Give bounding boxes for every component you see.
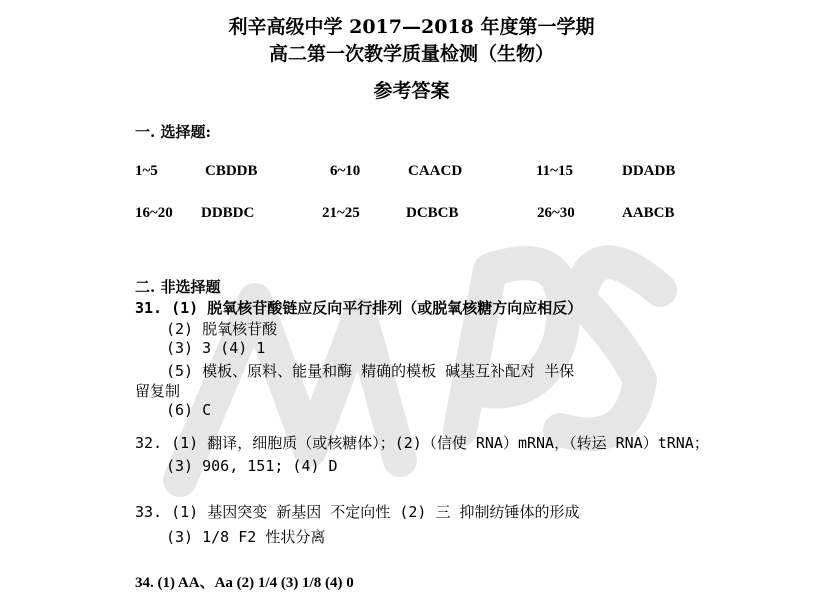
choice-answer: DDADB (622, 163, 676, 179)
q31-line: (2) 脱氧核苷酸 (166, 320, 278, 338)
section-choice-heading: 一. 选择题: (135, 123, 211, 141)
q32-line: 32. (1) 翻译，细胞质（或核糖体）；(2)（信使 RNA）mRNA，（转运 RNA）tRNA； (135, 434, 709, 452)
document-title: 利辛高级中学 2017—2018 年度第一学期 (228, 16, 595, 38)
q33-line: (3) 1/8 F2 性状分离 (166, 528, 326, 546)
q34-line: 34. (1) AA、Aa (2) 1/4 (3) 1/8 (4) 0 (135, 575, 354, 591)
choice-answer: DDBDC (201, 205, 255, 221)
answer-key-heading: 参考答案 (373, 80, 450, 102)
choice-answer: DCBCB (406, 205, 459, 221)
choice-answer: CAACD (408, 163, 463, 179)
q32-line: (3) 906, 151; (4) D (166, 457, 338, 475)
q31-line: 留复制 (135, 382, 181, 400)
choice-range: 16~20 (135, 205, 173, 221)
q31-line: (5) 模板、原料、能量和酶 精确的模板 碱基互补配对 半保 (166, 362, 575, 380)
choice-range: 1~5 (135, 163, 158, 179)
q31-line: 31. (1) 脱氧核苷酸链应反向平行排列（或脱氧核糖方向应相反） (135, 299, 583, 317)
choice-answer: CBDDB (205, 163, 258, 179)
choice-range: 11~15 (536, 163, 573, 179)
choice-range: 21~25 (322, 205, 360, 221)
document-subtitle: 高二第一次教学质量检测（生物） (268, 43, 554, 65)
choice-range: 6~10 (330, 163, 361, 179)
q33-line: 33. (1) 基因突变 新基因 不定向性 (2) 三 抑制纺锤体的形成 (135, 503, 580, 521)
q31-line: (6) C (166, 401, 212, 419)
choice-range: 26~30 (537, 205, 575, 221)
q31-line: (3) 3 (4) 1 (166, 339, 266, 357)
choice-answer: AABCB (622, 205, 675, 221)
section-nonchoice-heading: 二. 非选择题 (135, 278, 221, 296)
